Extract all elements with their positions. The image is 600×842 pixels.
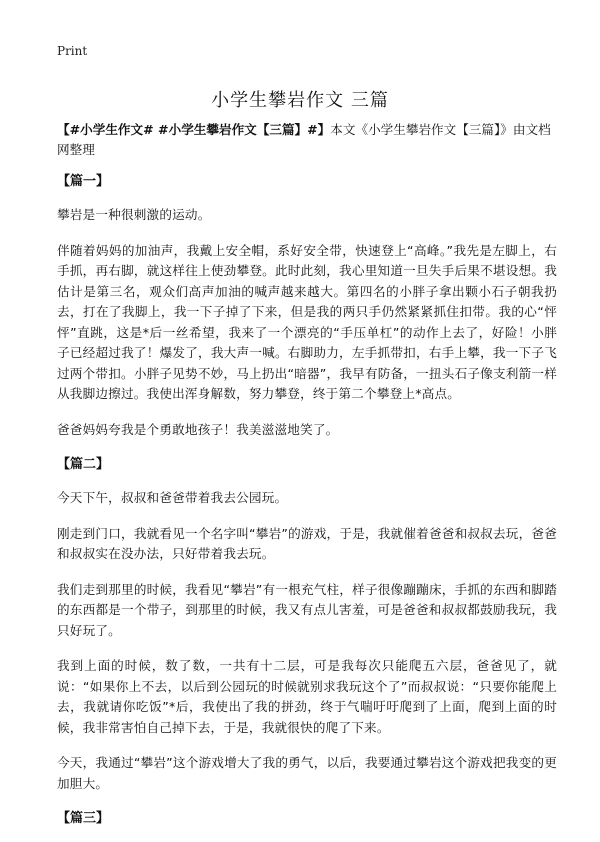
print-label: Print [57, 44, 88, 58]
intro-bold-tags: 【#小学生作文# #小学生攀岩作文【三篇】#】 [57, 122, 331, 137]
section-heading-1: 【篇一】 [57, 174, 110, 189]
paragraph: 刚走到门口，我就看见一个名字叫“攀岩”的游戏，于是，我就催着爸爸和叔叔去玩，爸爸和叔叔实在没办法，只好带着我去玩。 [57, 525, 557, 561]
paragraph: 伴随着妈妈的加油声，我戴上安全帽，系好安全带，快速登上“高峰。”我先是左脚上，右手抓，再右脚，就这样往上使劲攀登。此时此刻，我心里知道一旦失手后果不堪设想。我估计是第三名，观众们高声加油的喊声越来越大。第四名的小胖子拿出颗小石子朝我扔去，打在了我脚上，我一下子掉了下来，但是我的两只手仍然紧紧抓住扣带。我的心“怦怦”直跳，这是*后一丝希望，我来了一个漂亮的“手压单杠”的动作上去了，好险！小胖子已经超过我了！爆发了，我大声一喊。右脚助力，左手抓带扣，右手上攀，我一下子飞过两个带扣。小胖子见势不妙，马上扔出“暗器”，我早有防备，一扭头石子像支利箭一样从我脚边擦过。我使出浑身解数，努力攀登，终于第二个攀登上*高点。 [57, 242, 557, 401]
paragraph: 我们走到那里的时候，我看见“攀岩”有一根充气柱，样子很像蹦蹦床，手抓的东西和脚踏的东西都是一个带子，到那里的时候，我又有点儿害羞，可是爸爸和叔叔都鼓励我玩，我只好玩了。 [57, 581, 557, 638]
page-title: 小学生攀岩作文 三篇 [211, 90, 389, 111]
document-body [57, 120, 557, 842]
paragraph: 今天，我通过“攀岩”这个游戏增大了我的勇气，以后，我要通过攀岩这个游戏把我变的更加胆大。 [57, 755, 557, 791]
paragraph: 今天下午，叔叔和爸爸带着我去公园玩。 [57, 490, 288, 505]
section-heading-2: 【篇二】 [57, 457, 110, 472]
section-heading-3: 【篇三】 [57, 811, 110, 826]
intro-paragraph [57, 120, 557, 160]
intro-source-text: 本文《小学生攀岩作文【三篇】》由文档网整理 [57, 122, 551, 157]
paragraph: 爸爸妈妈夸我是个勇敢地孩子！我美滋滋地笑了。 [57, 421, 339, 437]
paragraph: 我到上面的时候，数了数，一共有十二层，可是我每次只能爬五六层，爸爸见了，就说：“如果你上不去，以后到公园玩的时候就别求我玩这个了”而叔叔说：“只要你能爬上去，我就请你吃饭”*后，我使出了我的拼劲，终于气喘吁吁爬到了上面，爬到上面的时候，我非常害怕自己掉下去，于是，我就很快的爬了下来。 [57, 658, 557, 735]
paragraph: 攀岩是一种很刺激的运动。 [57, 207, 211, 222]
